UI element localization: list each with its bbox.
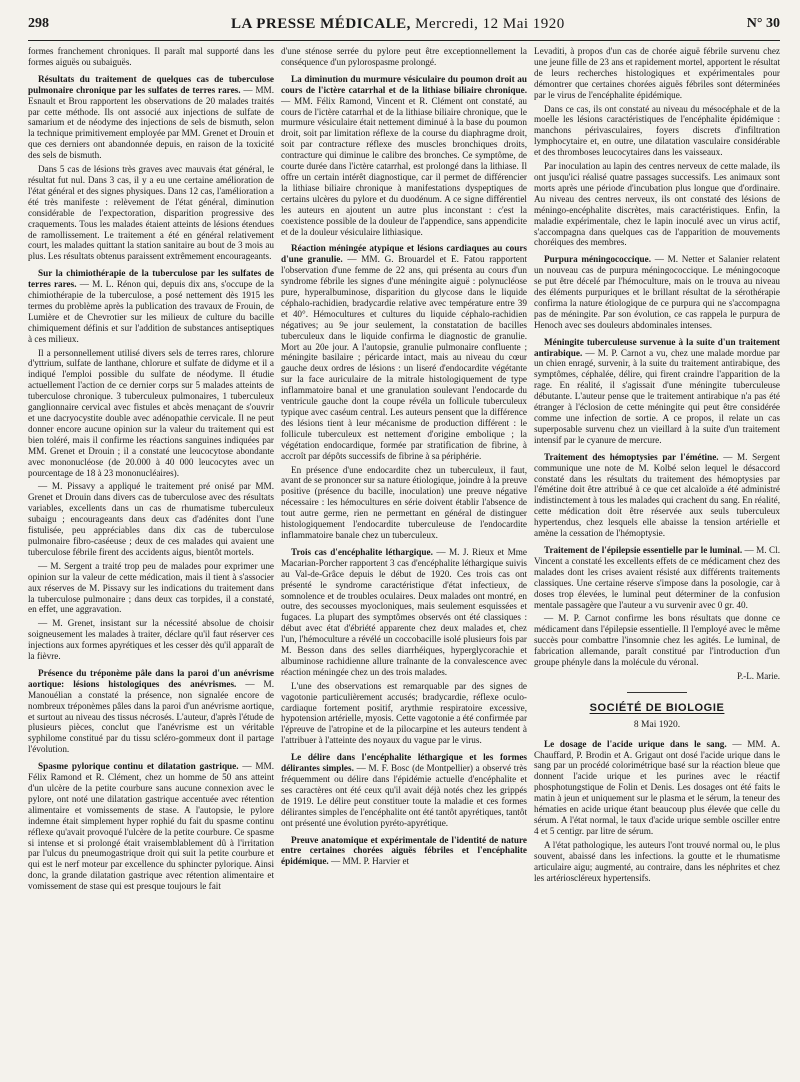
paragraph bbox=[28, 481, 274, 557]
paragraph bbox=[28, 74, 274, 161]
section-heading: Le délire dans l'encéphalite léthargique et les formes délirantes simples. bbox=[281, 752, 527, 774]
section-heading: Méningite tuberculeuse survenue à la suite d'un traitement antirabique. bbox=[534, 336, 780, 358]
paragraph-text: — MM. Esnault et Brou rapportent les observations de 20 malades traités par cette méthode. Ils ont associé aux injections de sulfate de samarium et de néodyme des injections de sels de bismuth, selon la technique primitivement employée par MM. Grenet et Drouin et que ces derniers ont abandonnée depuis, en raison de la toxicité des sels de bismuth. bbox=[28, 84, 274, 161]
section-heading: Traitement de l'épilepsie essentielle par le luminal. bbox=[544, 544, 743, 555]
paragraph-text: — MM. G. Brouardel et E. Fatou rapportent l'observation d'une femme de 22 ans, qui présenta au cours d'un syndrome fébrile les signes d'une méningite aiguë : polynucléose pure, hyperalbuminose, disparition du glycose dans le liquide céphalo-rachidien, bradycardie relative avec température entre 39 et 40°. Hémocultures et cultures du liquide céphalo-rachidien négatives; au 9e jour seulement, la constatation de bacilles tuberculeux dans le liquide confirma le diagnostic de granulie. Mort au 20e jour. A l'autopsie, granulie pulmonaire confluente ; méningite basilaire ; péricarde intact, mais au niveau du cœur gauche deux ordres de lésions : un liseré d'endocardite végétante sur la face auriculaire de la mitrale histologiquement de type inflammatoire banal et une granulation soulevant l'endocarde du ventricule gauche dont la coupe révéla un follicule tuberculeux typique avec caséum central. Les auteurs pensent que la différence des lésions tient à leur mécanisme de production différent : le follicule tuberculeux est nettement d'origine embolique ; la végétation endocardique, formée par stratification de fibrine, à accroît par dépôts successifs de fibrine à sa périphérie. bbox=[281, 254, 527, 461]
paragraph bbox=[281, 243, 527, 461]
section-heading: Purpura méningococcique. bbox=[544, 254, 652, 265]
paragraph-text: Levaditi, à propos d'un cas de chorée aiguë fébrile survenu chez une jeune fille de 23 ans et rapidement mortel, apportent le résultat de leurs recherches histologiques et expérimentales pour démontrer que certaines chorées aiguës fébriles sont déterminées par le virus de l'encéphalite épidémique. bbox=[534, 46, 780, 100]
paragraph-text: L'une des observations est remarquable par des signes de vagotonie particulièrement accusés; bradycardie, réflexe oculo-cardiaque fortement positif, arythmie respiratoire excessive, hypotension artérielle, myosis. Cette vagotonie a été confirmée par l'épreuve de l'atropine et de la pilocarpine et les auteurs tendent à l'attribuer à l'atteinte des noyaux du vague par le virus. bbox=[281, 680, 527, 746]
paragraph-text: formes franchement chroniques. Il paraît mal supporté dans les formes aiguës ou subaiguës. bbox=[28, 46, 274, 67]
section-heading: La diminution du murmure vésiculaire du poumon droit au cours de l'ictère catarrhal et de la lithiase biliaire chronique. bbox=[281, 73, 527, 95]
header-rule bbox=[28, 40, 780, 41]
paragraph bbox=[534, 545, 780, 610]
section-heading: Trois cas d'encéphalite léthargique. bbox=[291, 546, 433, 557]
page-number: 298 bbox=[28, 16, 49, 31]
paragraph bbox=[28, 348, 274, 479]
paragraph-text: d'une sténose serrée du pylore peut être exceptionnellement la conséquence d'un pylorospasme prolongé. bbox=[281, 46, 527, 67]
paragraph bbox=[28, 164, 274, 262]
section-heading: Traitement des hémoptysies par l'émétine. bbox=[544, 451, 719, 462]
paragraph bbox=[28, 46, 274, 68]
newspaper-page bbox=[28, 12, 780, 1074]
paragraph bbox=[534, 452, 780, 539]
paragraph bbox=[534, 613, 780, 668]
paragraph-text: Dans ce cas, ils ont constaté au niveau du mésocéphale et de la moelle les lésions caractéristiques de l'encéphalite épidémique : manchons périvasculaires, foyers discrets d'infiltration lymphocytaire et, en outre, une dilatation vasculaire considérable et des thromboses leucocytaires dans les vaisseaux. bbox=[534, 103, 780, 158]
paragraph bbox=[28, 618, 274, 662]
paragraph bbox=[534, 161, 780, 248]
paragraph-text: — MM. Félix Ramond, Vincent et R. Clément ont constaté, au cours de l'ictère catarrhal et de la lithiase biliaire chronique, que le murmure vésiculaire était nettement diminué à la base du poumon droit, soit par limitation réflexe de la course du diaphragme droit, soit par contracture réflexe des muscles bronchiques droits, contracture qui diminue le calibre des bronches. Ce symptôme, de courte durée dans l'ictère catarrhal, est prolongé dans la lithiase. Il offre un certain intérêt diagnostique, car il permet de différencier la lithiase biliaire chronique à manifestations dyspeptiques de certains ulcères du pylore et du duodénum. A ce signe différentiel les auteurs en ajoutent un autre plus inconstant : c'est la coexistence possible de la douleur de l'appendice, sans appendicite et de la douleur vésiculaire lithiasique. bbox=[281, 95, 527, 237]
paragraph-text: — M. Sergent communique une note de M. Kolbé selon lequel le désaccord constaté dans les résultats du traitement des hémoptysies par l'émétine doit être attribué à ce que cet alcaloïde a été administré indistinctement à tous les malades qui crachent du sang. En réalité, cette médication doit être réservée aux seuls tuberculeux hypertendus, chez lesquels elle abaisse la tension artérielle et amène la cessation de l'hémoptysie. bbox=[534, 451, 780, 539]
paragraph-text: — M. L. Rénon qui, depuis dix ans, s'occupe de la chimiothérapie de la tuberculose, a posé nettement dès 1915 les termes du problème après la publication des travaux de Frouin, de Lumière et de Chevrotier sur les milieux de culture du bacille chimiquement définis et sur l'addition de substances antiseptiques à ces milieux. bbox=[28, 279, 274, 344]
section-heading: Sur la chimiothérapie de la tuberculose par les sulfates de terres rares. bbox=[28, 268, 274, 290]
section-heading: Réaction méningée atypique et lésions cardiaques au cours d'une granulie. bbox=[281, 243, 527, 265]
journal-name: LA PRESSE MÉDICALE, bbox=[230, 15, 411, 32]
paragraph bbox=[534, 337, 780, 446]
paragraph bbox=[534, 739, 780, 837]
paragraph bbox=[281, 74, 527, 238]
journal-title bbox=[231, 16, 565, 33]
paragraph bbox=[281, 752, 527, 828]
paragraph-text: — M. J. Rieux et Mme Macarian-Porcher rapportent 3 cas d'encéphalite léthargique suivis au Val-de-Grâce depuis le début de 1920. Ces trois cas ont présenté le syndrome caractéristique d'état infectieux, de somnolence et de troubles oculaires. Deux malades ont montré, en outre, des secousses myocloniques, mais seulement esquissées et fugaces. La plupart des symptômes observés ont été classiques : début avec état d'ébriété apparente chez deux malades et, chez l'un, l'hémoculture a révélé un coccobacille isolé plusieurs fois par M. Besson dans des selles diarrhéiques, hyperglycorachie et albuminose rachidienne allure traînante de la convalescence avec réaction méningée chez un des trois malades. bbox=[281, 546, 527, 677]
society-title: SOCIÉTÉ DE BIOLOGIE bbox=[589, 701, 725, 714]
issue-date: Mercredi, 12 Mai 1920 bbox=[415, 15, 565, 32]
section-heading: Le dosage de l'acide urique dans le sang. bbox=[544, 738, 727, 749]
paragraph-text: — M. Grenet, insistant sur la nécessité absolue de choisir soigneusement les malades à traiter, déclare qu'il faut réserver ces injections aux formes apyrétiques et les cesser dès qu'il apparaît de la fièvre. bbox=[28, 618, 274, 662]
paragraph-text: — M. F. Bosc (de Montpellier) a observé très fréquemment ou délire dans l'épidémie actuelle d'encéphalite et ses caractères ont été ceux qu'il avait déjà notés chez les grippés de 1919. Le délire peut constituer toute la maladie et ces formes délirantes simples de l'encéphalite ont été tantôt apyrétiques, tantôt ont présenté une évolution pyréto-apyrétique. bbox=[281, 763, 527, 828]
column-3-reports bbox=[534, 46, 780, 668]
paragraph-text: — M. Sergent a traité trop peu de malades pour exprimer une opinion sur la valeur de cette médication, mais il tient à s'associer aux réserves de M. Pissavy sur les indications du traitement dans la tuberculose pulmonaire ; dans deux cas torpides, il a constaté, en effet, une aggravation. bbox=[28, 560, 274, 615]
paragraph bbox=[28, 761, 274, 892]
paragraph bbox=[534, 840, 780, 884]
paragraph bbox=[28, 268, 274, 344]
paragraph bbox=[28, 561, 274, 616]
section-divider bbox=[627, 692, 687, 693]
section-heading: Présence du tréponème pâle dans la paroi d'un anévrisme aortique: lésions histologiques des anévrismes. bbox=[28, 667, 274, 689]
paragraph bbox=[534, 46, 780, 101]
paragraph-text: — MM. Félix Ramond et R. Clément, chez un homme de 50 ans atteint d'un ulcère de la petite courbure sans aucune connexion avec le pylore, ont noté une dilatation gastrique accentuée avec rétention alimentaire et vomissements de stase. A l'autopsie, le pylore indemne était simplement hyper rophié du fait du spasme continu réflexe qu'avait provoqué l'ulcère de la petite courbure. Ce spasme si intense et si prolongé était vraisemblablement dû à l'irritation par l'ulcus du pneumogastrique droit qui suit la petite courbure et qui est le nerf moteur par excellence du sphincter pylorique. Ainsi donc, la grande dilatation gastrique avec rétention alimentaire et vomissement de stase qui est presque toujours le fait bbox=[28, 761, 274, 892]
paragraph-text: — M. Netter et Salanier relatent un nouveau cas de purpura méningococcique. Le méningocoque se put être décelé par l'hémoculture, mais on le trouva au niveau des éléments purpuriques et le brillant résultat de la sérothérapie confirma la nature étiologique de ce purpura qui ne s'accompagna pas de méningite. Par son évolution, ce cas rappela le purpura de Henoch avec ses douleurs abdominales intenses. bbox=[534, 254, 780, 330]
paragraph-text: — MM. A. Chauffard, P. Brodin et A. Grigaut ont dosé l'acide urique dans le sang par un procédé colorimétrique basé sur la réaction bleue que donnent l'acide urique et les purines avec le réactif phosphotungstique de Folin et Denis. Les dosages ont été faits le matin à jeun et uniquement sur le plasma et le sérum, la teneur des hématies en acide urique étant beaucoup plus élevée que celle du sérum. A l'état normal, le taux d'acide urique semble osciller entre 4 et 5 centigr. par litre de sérum. bbox=[534, 738, 780, 836]
paragraph-text: A l'état pathologique, les auteurs l'ont trouvé normal ou, le plus souvent, abaissé dans les infections. la goutte et le rhumatisme articulaire aigu; augmenté, au contraire, dans les néphrites et chez les artérioscléreux hypertensifs. bbox=[534, 839, 780, 883]
section-heading: Preuve anatomique et expérimentale de l'identité de nature entre certaines chorées aiguës fébriles et l'encéphalite épidémique. bbox=[281, 834, 527, 867]
paragraph-text: Dans 5 cas de lésions très graves avec mauvais état général, le résultat fut nul. Dans 3 cas, il y a eu une certaine amélioration de l'état général et des signes physiques. Dans 12 cas, l'amélioration a été très manifeste : relèvement de l'état général, diminution considérable de l'expectoration, disparition progressive des craquements. Tous les malades étaient atteints de lésions étendues de ramollissement. Le traitement a été en général relativement court, les malades quittant la station sanitaire au bout de 3 mois au plus. Les résultats obtenus paraissent extrêmement encourageants. bbox=[28, 164, 274, 262]
paragraph-text: En présence d'une endocardite chez un tuberculeux, il faut, avant de se prononcer sur sa nature étiologique, joindre à la preuve positive (présence du bacille, inoculation) une preuve négative nécessaire : les hémocultures en série doivent établir l'absence de tout autre germe, rien ne permettant en général de distinguer histologiquement l'endocardite tuberculeuse de l'endocardite inflammatoire banale chez un tuberculeux. bbox=[281, 464, 527, 540]
paragraph bbox=[281, 835, 527, 868]
paragraph-text: — M. Pissavy a appliqué le traitement pré onisé par MM. Grenet et Drouin dans divers cas de tuberculose avec des résultats variables, excellents dans un cas de rhumatisme tuberculeux subaigu ; encourageants dans deux cas d'adénites dont l'une fistulisée, peu appréciables dans dix cas de tuberculose pulmonaire fibro-caséeuse ; deux de ces malades qui avaient une tuberculose fébrile firent des accidents aigus, bientôt mortels. bbox=[28, 481, 274, 557]
signature: P.-L. Marie. bbox=[737, 670, 780, 681]
paragraph-text: — M. P. Carnot confirme les bons résultats que donne ce médicament dans l'épilepsie essentielle. Il l'employé avec le même succès pour combattre l'insomnie chez les agités. Le luminal, de fabrication allemande, paraît constitué par l'introduction d'un groupe phényle dans la molécule du véronal. bbox=[534, 613, 780, 668]
column-2 bbox=[281, 46, 527, 1070]
section-heading: Spasme pylorique continu et dilatation gastrique. bbox=[38, 761, 239, 772]
section-heading: Résultats du traitement de quelques cas de tuberculose pulmonaire chronique par les sulfates de terres rares. bbox=[28, 73, 274, 95]
paragraph bbox=[281, 465, 527, 541]
page-header bbox=[28, 12, 780, 36]
society-date: 8 Mai 1920. bbox=[633, 719, 681, 730]
paragraph-text: — M. P. Carnot a vu, chez une malade mordue par un chien enragé, survenir, à la suite du traitement antirabique, des symptômes, céphalée, délire, qui firent craindre l'apparition de la rage. En réalité, il s'agissait d'une méningite tuberculeuse débutante. L'auteur pense que le traitement antirabique n'a pas été étranger à l'éclosion de cette méningite qui peut être considérée comme une infection de sortie. A ce propos, il relate un cas superposable survenu chez un vieillard à la suite d'un traitement intensif par le cyanure de mercure. bbox=[534, 347, 780, 445]
paragraph-text: — MM. P. Harvier et bbox=[328, 856, 410, 867]
paragraph-text: — M. Manouélian a constaté la présence, non signalée encore de nombreux tréponèmes pâles dans la paroi d'un anévrisme aortique, et surtout au niveau des tissus nécrosés. L'auteur, d'après l'étude de plusieurs pièces, conclut que l'anévrisme est un véritable syphilome constitué par du tissu scléro-gommeux dont il partage l'évolution. bbox=[28, 678, 274, 755]
paragraph bbox=[281, 46, 527, 68]
paragraph bbox=[28, 668, 274, 755]
column-3-biology bbox=[534, 739, 780, 884]
paragraph-text: — M. Cl. Vincent a constaté les excellents effets de ce médicament chez des malades dont les crises avaient résisté aux différents traitements classiques. Une certaine réserve s'impose dans la posologie, car à doses trop élevées, le luminal peut déterminer de la confusion mentale passagère que l'auteur a vu survenir avec 0 gr. 40. bbox=[534, 544, 780, 610]
paragraph bbox=[281, 681, 527, 746]
paragraph-text: Il a personnellement utilisé divers sels de terres rares, chlorure d'yttrium, sulfate de lanthane, chlorure et sulfate de didyme et il a indiqué l'emploi possible du sulfate de néodyme. Il étudie actuellement l'action de ce dernier corps sur 5 malades atteints de tuberculose chronique. 3 tuberculeux pulmonaires, 1 tuberculeux ganglionnaire cervical avec fistules et abcès menaçant de s'ouvrir et une dacryocystite double avec adénopathie cervicale. Il ne peut donner encore aucune opinion sur la valeur du traitement qui est bien toléré, mais il confirme les réactions sanguines indiquées par MM. Grenet et Drouin ; il a constaté une leucocytose abondante avec mononucléose (de 20.000 à 40 000 leucocytes avec un pourcentage de 18 à 23 mononucléaires). bbox=[28, 347, 274, 478]
issue-number: N° 30 bbox=[746, 16, 780, 31]
paragraph bbox=[534, 104, 780, 159]
paragraph bbox=[281, 547, 527, 678]
paragraph bbox=[534, 254, 780, 330]
column-1 bbox=[28, 46, 274, 1070]
column-3 bbox=[534, 46, 780, 1070]
paragraph-text: Par inoculation au lapin des centres nerveux de cette malade, ils ont jusqu'ici réalisé quatre passages successifs. Les animaux sont morts après une période d'incubation plus longue que d'ordinaire. Au niveau des centres nerveux, ils ont constaté des lésions de méningo-encéphalite discrètes, mais caractéristiques. Enfin, la maladie expérimentale, chez le lapin inoculé avec un virus actif, s'accompagna dans quelques cas de l'apparition de mouvements choréiques des membres. bbox=[534, 161, 780, 248]
